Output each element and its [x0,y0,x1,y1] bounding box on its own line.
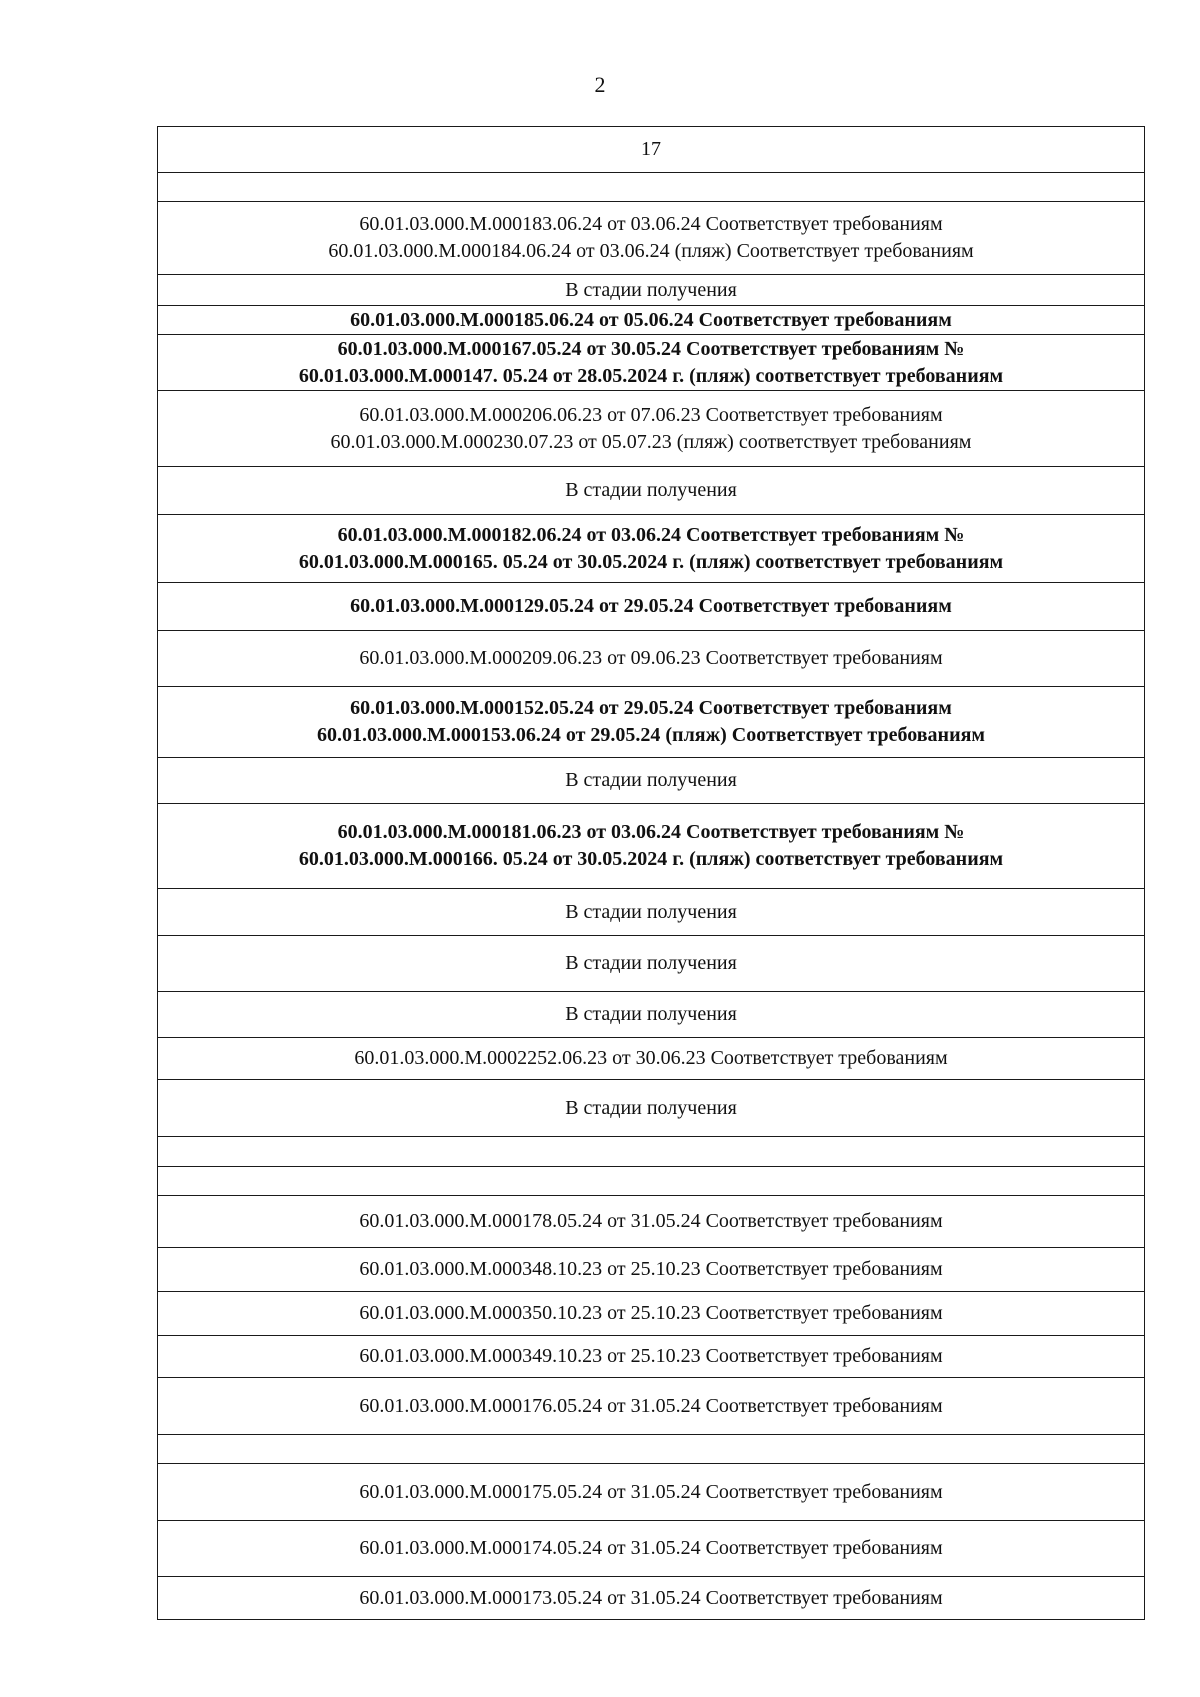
table-row [158,631,1145,687]
table-cell [158,1464,1145,1521]
table-row [158,936,1145,992]
cell-text-line: 60.01.03.000.М.000182.06.24 от 03.06.24 Соответствует требованиям № [337,523,965,546]
table-row [158,1336,1145,1378]
table-cell [158,391,1145,467]
table-cell [158,1577,1145,1620]
status-table [157,126,1145,1620]
cell-text-line: 60.01.03.000.М.000183.06.24 от 03.06.24 Соответствует требованиям [359,213,943,235]
cell-text-line: 60.01.03.000.М.0002252.06.23 от 30.06.23 Соответствует требованиям [354,1047,948,1069]
cell-text-line: В стадии получения [565,479,737,501]
table-cell [158,306,1145,335]
page-number: 2 [594,72,606,97]
table-cell [158,1378,1145,1435]
cell-text-line: 60.01.03.000.М.000167.05.24 от 30.05.24 Соответствует требованиям № [337,337,965,360]
cell-text-line: В стадии получения [565,952,737,974]
table-row [158,1248,1145,1292]
cell-text-line: 60.01.03.000.М.000166. 05.24 от 30.05.2024 г. (пляж) соответствует требованиям [298,848,1004,870]
table-cell [158,1521,1145,1577]
table-cell [158,275,1145,306]
table-row [158,1577,1145,1620]
table-cell [158,1080,1145,1137]
table-cell [158,1167,1145,1196]
table-cell [158,1435,1145,1464]
cell-text-line: 60.01.03.000.М.000181.06.23 от 03.06.24 Соответствует требованиям № [337,821,965,843]
cell-text-line: 60.01.03.000.М.000209.06.23 от 09.06.23 Соответствует требованиям [359,647,943,669]
table-cell [158,758,1145,804]
table-row [158,1038,1145,1080]
cell-text-line: 60.01.03.000.М.000165. 05.24 от 30.05.2024 г. (пляж) соответствует требованиям [298,550,1004,573]
cell-text-line: В стадии получения [565,278,737,301]
table-cell [158,515,1145,583]
table-cell [158,1292,1145,1336]
table-row [158,1080,1145,1137]
table-row [158,306,1145,335]
table-row [158,687,1145,758]
table-row [158,992,1145,1038]
table-row [158,173,1145,202]
cell-text-line: 60.01.03.000.М.000230.07.23 от 05.07.23 (пляж) соответствует требованиям [330,430,972,453]
cell-text-line: 60.01.03.000.М.000173.05.24 от 31.05.24 Соответствует требованиям [359,1586,943,1609]
cell-text-line: В стадии получения [565,900,737,923]
cell-text-line: В стадии получения [565,1096,737,1119]
cell-text-line: 60.01.03.000.М.000350.10.23 от 25.10.23 Соответствует требованиям [359,1302,943,1324]
table-cell [158,202,1145,275]
table-cell [158,992,1145,1038]
cell-text-line: 60.01.03.000.М.000175.05.24 от 31.05.24 Соответствует требованиям [359,1480,943,1503]
status-table-body [158,127,1145,1620]
table-cell [158,687,1145,758]
table-row [158,758,1145,804]
table-row [158,127,1145,173]
table-cell [158,1137,1145,1167]
table-cell [158,127,1145,173]
cell-text-line: В стадии получения [565,769,737,791]
table-cell [158,173,1145,202]
table-cell [158,889,1145,936]
table-cell [158,804,1145,889]
table-row [158,202,1145,275]
table-row [158,391,1145,467]
cell-text-line: 17 [641,138,661,160]
table-row [158,467,1145,515]
table-row [158,1196,1145,1248]
table-cell [158,936,1145,992]
cell-text-line: 60.01.03.000.М.000184.06.24 от 03.06.24 (пляж) Соответствует требованиям [328,240,974,262]
table-cell [158,1336,1145,1378]
cell-text-line: 60.01.03.000.М.000349.10.23 от 25.10.23 Соответствует требованиям [359,1345,943,1367]
table-cell [158,1038,1145,1080]
table-cell [158,335,1145,391]
table-row [158,1521,1145,1577]
table-row [158,275,1145,306]
cell-text-line: 60.01.03.000.М.000176.05.24 от 31.05.24 Соответствует требованиям [359,1394,943,1417]
table-cell [158,1196,1145,1248]
cell-text-line: В стадии получения [565,1003,737,1025]
cell-text-line: 60.01.03.000.М.000129.05.24 от 29.05.24 Соответствует требованиям [350,595,952,617]
table-row [158,1378,1145,1435]
table-cell [158,1248,1145,1292]
table-row [158,1137,1145,1167]
cell-text-line: 60.01.03.000.М.000348.10.23 от 25.10.23 Соответствует требованиям [359,1258,943,1280]
cell-text-line: 60.01.03.000.М.000152.05.24 от 29.05.24 Соответствует требованиям [350,697,952,719]
table-row [158,1292,1145,1336]
table-row [158,804,1145,889]
table-row [158,335,1145,391]
table-cell [158,631,1145,687]
table-row [158,889,1145,936]
cell-text-line: 60.01.03.000.М.000178.05.24 от 31.05.24 Соответствует требованиям [359,1210,943,1232]
table-row [158,1167,1145,1196]
table-row [158,583,1145,631]
cell-text-line: 60.01.03.000.М.000147. 05.24 от 28.05.2024 г. (пляж) соответствует требованиям [298,364,1004,387]
table-cell [158,583,1145,631]
cell-text-line: 60.01.03.000.М.000153.06.24 от 29.05.24 (пляж) Соответствует требованиям [316,724,986,746]
table-row [158,1435,1145,1464]
cell-text-line: 60.01.03.000.М.000174.05.24 от 31.05.24 Соответствует требованиям [359,1537,943,1559]
cell-text-line: 60.01.03.000.М.000206.06.23 от 07.06.23 Соответствует требованиям [359,403,943,426]
table-cell [158,467,1145,515]
cell-text-line: 60.01.03.000.М.000185.06.24 от 05.06.24 Соответствует требованиям [350,308,952,331]
table-row [158,515,1145,583]
table-row [158,1464,1145,1521]
